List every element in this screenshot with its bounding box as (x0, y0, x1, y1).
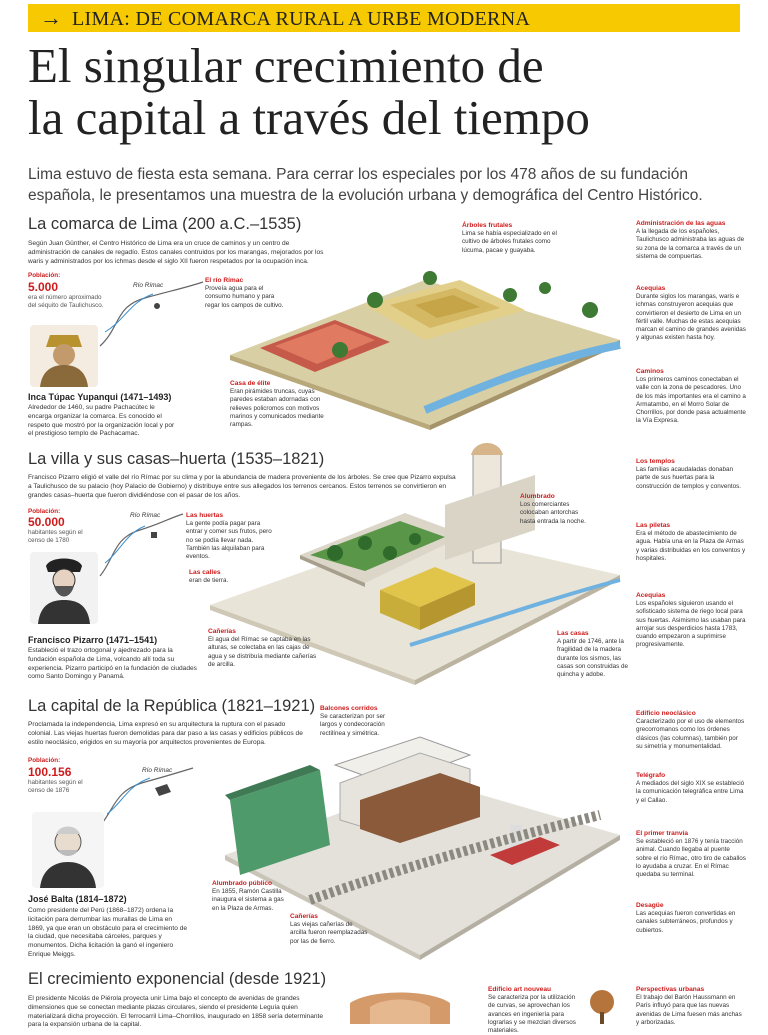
person-text: Como presidente del Perú (1868–1872) ordena la licitación para derrumbar las murallas de Lima en 1869, ya que eran un obstáculo para el crecimiento de la ciudad, que necesitaba cárceles, parques y monumentos. Dicha licitación la ganó el ingeniero Enrique Meiggs. (28, 907, 188, 958)
annotation: Acequias Los españoles siguieron usando el sofisticado sistema de riego local para sus huertas. Asimismo las usaban para arrojar sus desperdicios hasta 1783, cuando empezaron a suprimirse progresivamente. (636, 592, 746, 649)
annotation: El primer tranvía Se estableció en 1876 y tenía tracción animal. Cuando llegaba al puente sobre el río Rímac, otro tiro de caballos lo ayudaba a cruzar. En el Rímac quedaba su terminal. (636, 830, 746, 879)
section-banner (28, 4, 740, 32)
pizarro-portrait-icon (30, 552, 98, 624)
annotation: Cañerías Las viejas cañerías de arcilla fueron reemplazadas por las de fierro. (290, 913, 368, 945)
annotation: Las calles eran de tierra. (189, 569, 229, 584)
annotation: Edificio art nouveau Se caracteriza por la utilización de curvas, se aprovechan los avances en ingeniería para lograrlas y se mezclan diversos materiales. (488, 986, 576, 1035)
river-label: Río Rímac (130, 512, 161, 519)
annotation: Las huertas La gente podía pagar para entrar y comer sus frutos, pero no se podía llevar nada. También las alquilaban para eventos. (186, 512, 272, 561)
balta-portrait-icon (32, 812, 104, 888)
annotation: Edificio neoclásico Caracterizado por el uso de elementos grecorromanos como los órdenes clásicos (las columnas), también por su simetría y monumentalidad. (636, 710, 745, 750)
population-value: 5.000 (28, 280, 59, 294)
annotation: Desagüe Las acequias fueron convertidas en canales subterráneos, profundos y cubiertos. (636, 902, 736, 934)
population-note: habitantes según el censo de 1780 (28, 529, 83, 545)
section-4-text: El presidente Nicolás de Piérola proyecta unir Lima bajo el concepto de avenidas de grandes dimensiones que se conectan mediante plazas circulares, siendo el presidente Leguía quien materializará dicha proyección. El ferrocarril Lima–Chorrillos, inaugurado en 1858 sería determinante para la expansión urbana de la capital. (28, 995, 324, 1029)
person-name: Francisco Pizarro (1471–1541) (28, 635, 158, 645)
person-name: Inca Túpac Yupanqui (1471–1493) (28, 392, 172, 402)
population-note: era el número aproximado del séquito de Taulichusco. (28, 294, 104, 310)
annotation: Cañerías El agua del Rímac se captaba en las alturas, se colectaba en las cajas de agua y se distribuía mediante cañerías de arcilla. (208, 628, 317, 668)
section-1-text: Según Juan Günther, el Centro Histórico de Lima era un cruce de caminos y un centro de administración de canales de regadío. Estos canales contruidos por los marangas, mejorados por los waris y administrados por los ichmas desde el siglo XII fueron respetados por la ocupación inca. (28, 240, 324, 265)
population-value: 50.000 (28, 515, 65, 529)
river-label: Río Rímac (142, 767, 173, 774)
population-label: Población: (28, 508, 61, 515)
annotation: Las casas A partir de 1746, ante la fragilidad de la madera durante los sismos, las casas son construidas de quincha y adobe. (557, 630, 629, 679)
section-2-title: La villa y sus casas–huerta (1535–1821) (28, 450, 325, 468)
section-3-text: Proclamada la independencia, Lima expresó en su arquitectura la ruptura con el pasado colonial. Las viejas huertas fueron demolidas para dar paso a las casas y edificios públicos de estilo neoclásico, erigidos en su mayoría por arquitectos provenientes de Europa. (28, 721, 303, 746)
annotation: Perspectivas urbanas El trabajo del Barón Haussmann en París influyó para que las nuevas avenidas de Lima fuesen más anchas y arborizadas. (636, 986, 742, 1026)
annotation: Alumbrado público En 1855, Ramón Castilla inaugura el sistema a gas en la Plaza de Armas. (212, 880, 284, 912)
tree-icon (582, 988, 622, 1024)
annotation: El río Rímac Proveía agua para el consumo humano y para regar los campos de cultivo. (205, 277, 284, 309)
population-label: Población: (28, 272, 61, 279)
inca-portrait-icon (30, 325, 98, 387)
annotation: Las piletas Era el método de abastecimiento de agua. Había una en la Plaza de Armas y varias distribuidas en los conventos y hospitales. (636, 522, 746, 562)
annotation: Alumbrado Los comerciantes colocaban antorchas hasta entrada la noche. (520, 493, 586, 525)
population-note: habitantes según el censo de 1876 (28, 779, 83, 795)
title-line-1: El singular crecimiento de (28, 38, 544, 93)
annotation: Balcones corridos Se caracterizan por ser largos y condecoración rectilínea y simétrica. (320, 705, 386, 737)
annotation: Telégrafo A mediados del siglo XIX se estableció la comunicación telegráfica entre Lima y el Callao. (636, 772, 745, 804)
annotation: Caminos Los primeros caminos conectaban el valle con la zona de pescadores. Uno de los más importantes era el camino a Armatambo, en el Morro Solar de Chorrillos, por donde pasa actualmente la Vía Expresa. (636, 368, 746, 425)
section-1-title: La comarca de Lima (200 a.C.–1535) (28, 215, 302, 233)
title-line-2: la capital a través del tiempo (28, 90, 590, 145)
banner-title: LIMA: DE COMARCA RURAL A URBE MODERNA (72, 8, 531, 30)
population-label: Población: (28, 757, 61, 764)
river-label: Río Rímac (133, 282, 164, 289)
section-2-text: Francisco Pizarro eligió el valle del río Rímac por su clima y por la abundancia de madera proveniente de los árboles. Se cree que Pizarro expulsa a Taulichusco de su palacio (hoy Palacio de Gobierno) y distribuye entre sus allegados los terrenos cercanos. Estos terrenos se convirtieron en grandes casas–huerta que fueron dividiéndose con el pasar de los años. (28, 474, 456, 499)
person-text: Estableció el trazo ortogonal y ajedrezado para la fundación española de Lima, volcando allí toda su experiencia. Pizarro participó en la fundación de ciudades como Santo Domingo y Panamá. (28, 647, 197, 681)
annotation: Casa de élite Eran pirámides truncas, cuyas paredes estaban adornadas con relieves policromos con motivos marinos y comunicados mediante rampas. (230, 380, 324, 429)
illustration-republica (220, 725, 625, 960)
section-4-title: El crecimiento exponencial (desde 1921) (28, 970, 327, 988)
illustration-crecimiento (340, 985, 470, 1024)
annotation: Acequias Durante siglos los marangas, waris e ichmas construyeron acequias que convirtieron el desierto de Lima en un fértil valle. Muchas de estas acequias marcan el camino de grandes avenidas y algunas existen hasta hoy. (636, 285, 746, 342)
annotation: Los templos Las familias acaudaladas donaban parte de sus huertas para la construcción de templos y conventos. (636, 458, 742, 490)
arrow-right-icon: → (40, 5, 62, 30)
person-text: Alrededor de 1460, su padre Pachacútec le encarga organizar la comarca. Es conocido el respeto que mostró por la organización local y por el prestigioso templo de Pachacamac. (28, 404, 175, 438)
population-value: 100.156 (28, 765, 72, 779)
person-name: José Balta (1814–1872) (28, 894, 127, 904)
intro-paragraph: Lima estuvo de fiesta esta semana. Para cerrar los especiales por los 478 años de su fundación española, le presentamos una muestra de la evolución urbana y demográfica del Centro Histórico. (28, 166, 703, 204)
annotation: Árboles frutales Lima se había especializado en el cultivo de árboles frutales como lúcuma, pacae y guayaba. (462, 222, 557, 254)
section-3-title: La capital de la República (1821–1921) (28, 697, 316, 715)
annotation: Administración de las aguas A la llegada de los españoles, Taulichusco administraba las aguas de su zona de la comarca a través de un sistema de compuertas. (636, 220, 745, 260)
page-title (28, 40, 748, 144)
